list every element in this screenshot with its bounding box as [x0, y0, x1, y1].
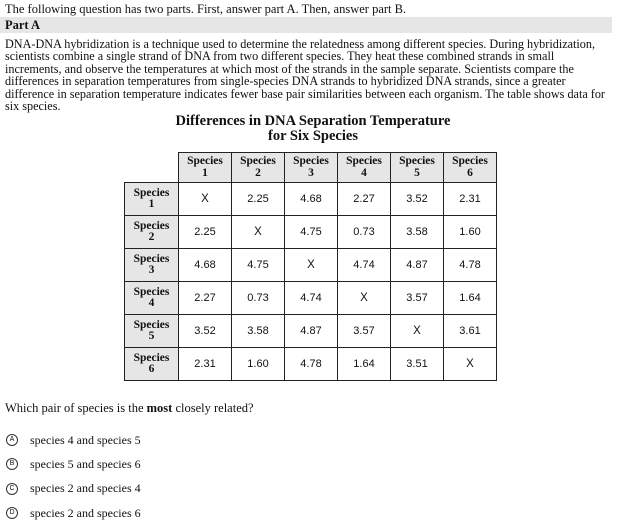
choice-c-label: species 2 and species 4	[30, 481, 141, 496]
answer-choice-b[interactable]	[6, 452, 141, 476]
table-title	[140, 114, 486, 143]
table-row	[125, 249, 497, 282]
row-header-species-2: Species 2	[125, 216, 179, 249]
table-header-row	[125, 153, 497, 183]
choice-b-bubble[interactable]: B	[6, 458, 18, 470]
data-table	[124, 152, 497, 381]
row-header-species-4: Species 4	[125, 282, 179, 315]
table-cell: 3.58	[391, 216, 444, 249]
column-header-species-6: Species 6	[444, 153, 497, 183]
table-cell: 3.52	[391, 183, 444, 216]
question-emphasis: most	[146, 401, 173, 415]
table-row	[125, 216, 497, 249]
table-cell: 0.73	[232, 282, 285, 315]
instructions-text: The following question has two parts. First, answer part A. Then, answer part B.	[5, 2, 407, 16]
answer-choice-a[interactable]	[6, 428, 141, 452]
question-text: Which pair of species is the most closely related?	[5, 401, 254, 415]
table-cell: 3.52	[179, 315, 232, 348]
table-cell: 4.87	[285, 315, 338, 348]
row-header-species-3: Species 3	[125, 249, 179, 282]
table-title-line-1: Differences in DNA Separation Temperature	[175, 113, 451, 129]
choice-a-bubble[interactable]: A	[6, 434, 18, 446]
table-cell: 2.31	[179, 348, 232, 381]
table-cell: 1.64	[338, 348, 391, 381]
table-cell: 4.75	[232, 249, 285, 282]
table-cell: 4.74	[338, 249, 391, 282]
choice-c-bubble[interactable]: C	[6, 483, 18, 495]
table-cell: X	[285, 249, 338, 282]
table-cell: 1.64	[444, 282, 497, 315]
table-row	[125, 315, 497, 348]
row-header-species-6: Species 6	[125, 348, 179, 381]
column-header-species-3: Species 3	[285, 153, 338, 183]
row-header-species-5: Species 5	[125, 315, 179, 348]
table-cell: 3.58	[232, 315, 285, 348]
table-title-line-2: for Six Species	[268, 127, 358, 144]
column-header-species-4: Species 4	[338, 153, 391, 183]
choice-b-label: species 5 and species 6	[30, 456, 141, 471]
table-cell: 4.78	[285, 348, 338, 381]
table-corner-cell	[125, 153, 179, 183]
table-cell: 2.25	[179, 216, 232, 249]
table-cell: 2.27	[179, 282, 232, 315]
table-cell: 2.31	[444, 183, 497, 216]
table-cell: 3.51	[391, 348, 444, 381]
table-cell: 2.25	[232, 183, 285, 216]
table-cell: X	[444, 348, 497, 381]
table-cell: 3.57	[391, 282, 444, 315]
table-cell: 4.78	[444, 249, 497, 282]
table-cell: 4.68	[285, 183, 338, 216]
table-cell: 3.57	[338, 315, 391, 348]
column-header-species-2: Species 2	[232, 153, 285, 183]
table-cell: 1.60	[444, 216, 497, 249]
row-header-species-1: Species 1	[125, 183, 179, 216]
column-header-species-5: Species 5	[391, 153, 444, 183]
choice-d-bubble[interactable]: D	[6, 507, 18, 519]
table-row	[125, 348, 497, 381]
table-cell: 2.27	[338, 183, 391, 216]
choice-a-label: species 4 and species 5	[30, 432, 141, 447]
table-cell: 1.60	[232, 348, 285, 381]
table-cell: 3.61	[444, 315, 497, 348]
table-cell: 4.87	[391, 249, 444, 282]
table-cell: X	[232, 216, 285, 249]
table-cell: 4.75	[285, 216, 338, 249]
passage-text: DNA-DNA hybridization is a technique used to determine the relatedness among different species. During hybridization, scientists combine a single strand of DNA from two different species. They heat these combined strands in small increments, and observe the temperatures at which most of the strands in the sample separate. Scientists compare the differences in separation temperatures from single-species DNA strands to hybridized DNA strands, since a greater difference in separation temperature indicates fewer base pair similarities between each organism. The table shows data for six species.	[5, 37, 605, 114]
answer-choice-d[interactable]	[6, 501, 141, 525]
table-cell: 4.68	[179, 249, 232, 282]
table-row	[125, 183, 497, 216]
table-cell: 4.74	[285, 282, 338, 315]
answer-choice-c[interactable]	[6, 477, 141, 501]
table-cell: X	[179, 183, 232, 216]
choice-d-label: species 2 and species 6	[30, 505, 141, 520]
answer-choices	[6, 428, 141, 525]
part-a-header: Part A	[0, 17, 612, 33]
table-cell: X	[391, 315, 444, 348]
table-cell: 0.73	[338, 216, 391, 249]
table-row	[125, 282, 497, 315]
table-cell: X	[338, 282, 391, 315]
column-header-species-1: Species 1	[179, 153, 232, 183]
